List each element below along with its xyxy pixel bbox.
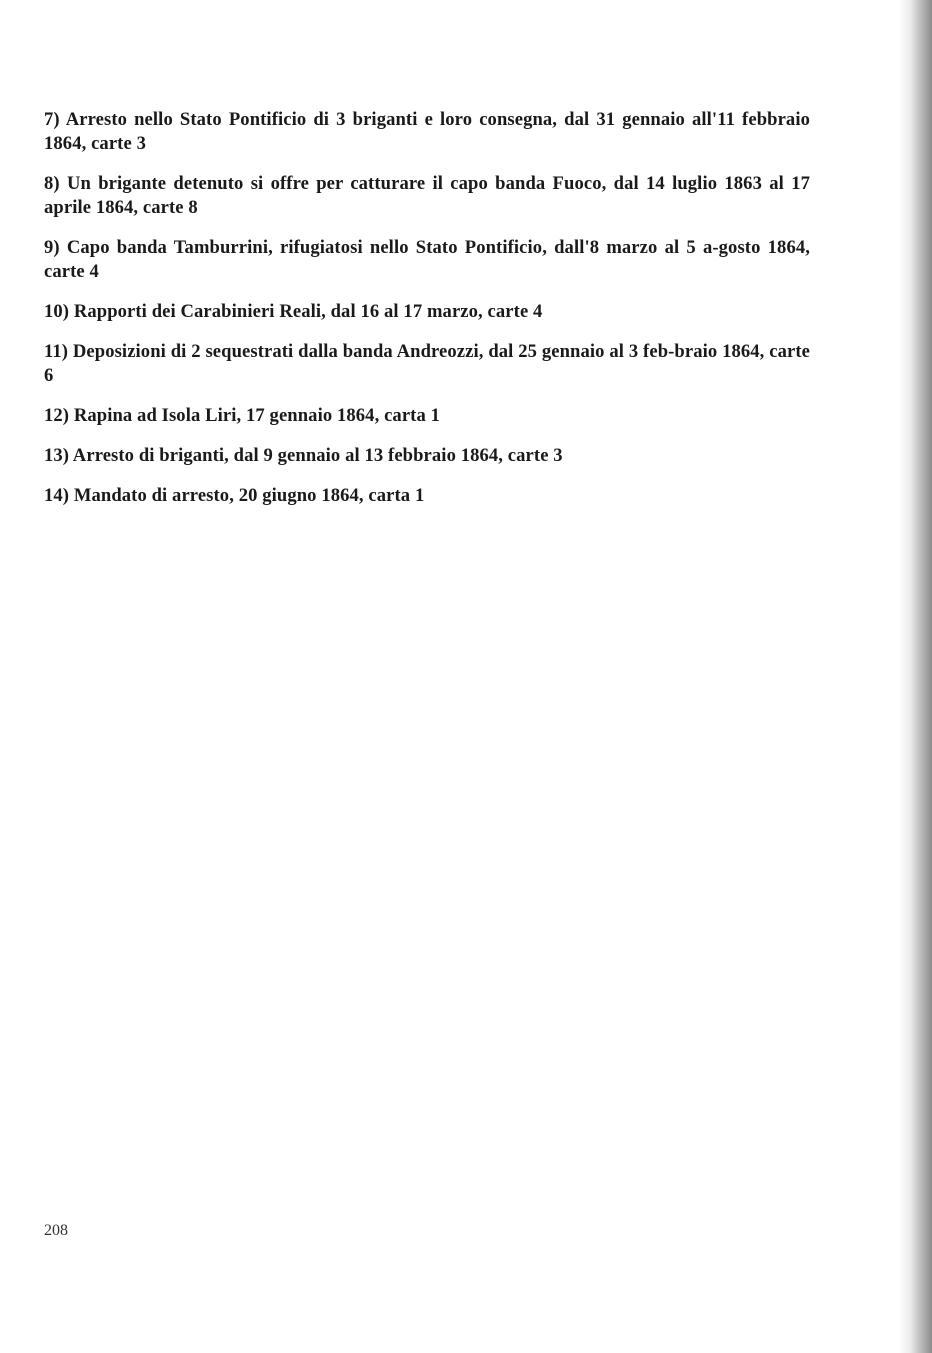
- entry-14: 14) Mandato di arresto, 20 giugno 1864, carta 1: [44, 485, 425, 506]
- entry-8: 8) Un brigante detenuto si offre per catturare il capo banda Fuoco, dal 14 luglio 1863 al 17 aprile 1864, carte 8: [44, 173, 810, 218]
- entry-9: 9) Capo banda Tamburrini, rifugiatosi nello Stato Pontificio, dall'8 marzo al 5 a-gosto 1864, carte 4: [44, 237, 810, 282]
- archive-entry-list: [44, 108, 810, 524]
- page-number: 208: [44, 1222, 68, 1239]
- entry-13: 13) Arresto di briganti, dal 9 gennaio al 13 febbraio 1864, carte 3: [44, 445, 563, 466]
- entry-7: 7) Arresto nello Stato Pontificio di 3 briganti e loro consegna, dal 31 gennaio all'11 febbraio 1864, carte 3: [44, 109, 810, 154]
- entry-12: 12) Rapina ad Isola Liri, 17 gennaio 1864, carta 1: [44, 405, 441, 426]
- entry-11: 11) Deposizioni di 2 sequestrati dalla banda Andreozzi, dal 25 gennaio al 3 feb-braio 1864, carte 6: [44, 341, 810, 386]
- page-binding-shadow: [898, 0, 932, 1353]
- entry-10: 10) Rapporti dei Carabinieri Reali, dal 16 al 17 marzo, carte 4: [44, 301, 543, 322]
